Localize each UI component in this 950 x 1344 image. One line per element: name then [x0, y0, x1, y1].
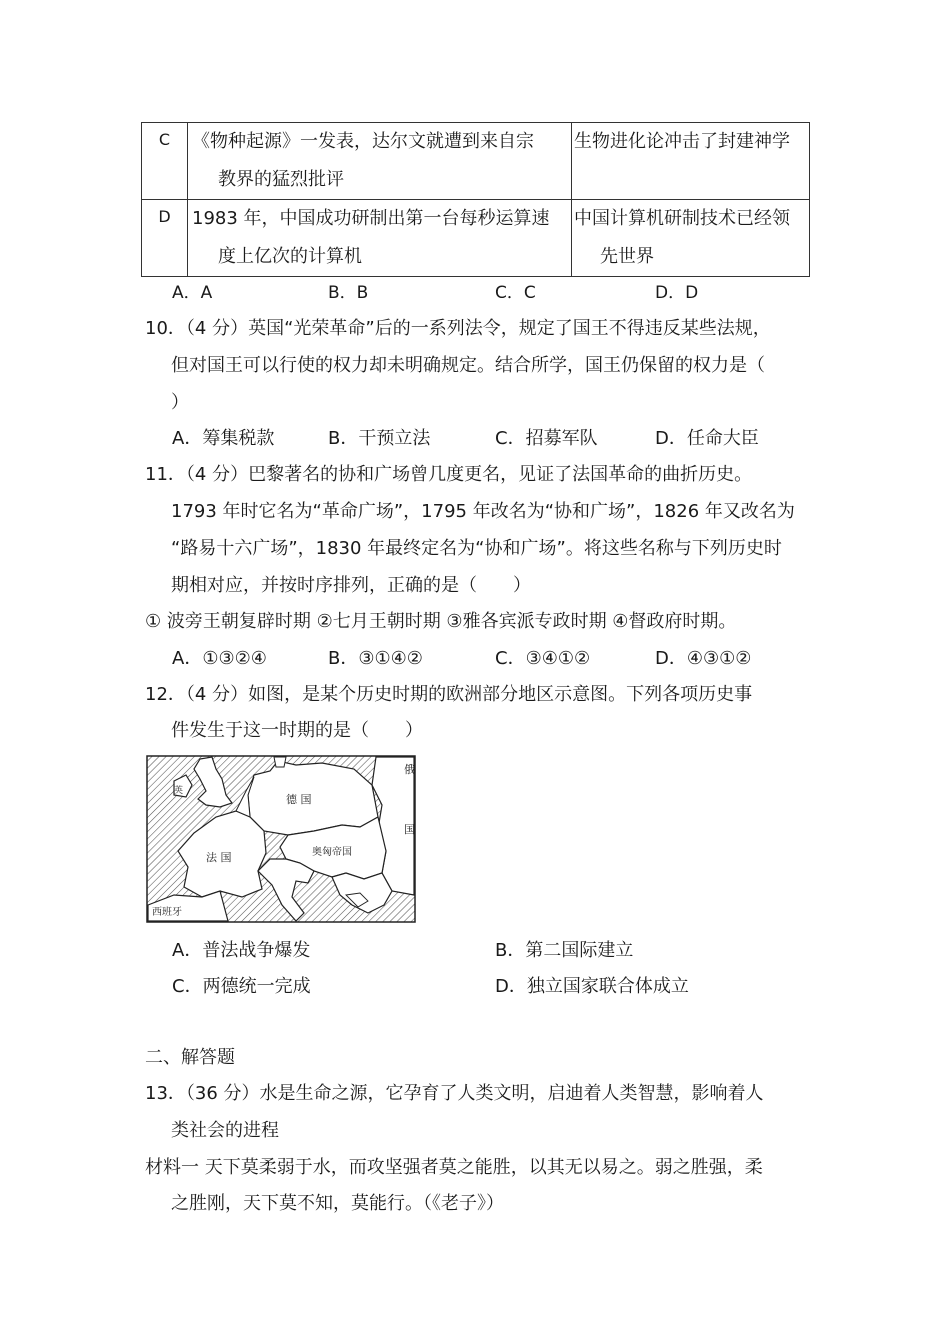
q9-option-b: B．B	[328, 283, 369, 303]
q11-option-a: A．①③②④	[172, 648, 267, 669]
q9-option-c: C．C	[495, 283, 536, 303]
row-event	[188, 200, 572, 277]
table-row	[142, 200, 810, 277]
label-england: 英	[174, 786, 184, 796]
label-russia: 俄	[404, 763, 415, 776]
q11-option-b: B．③①④②	[328, 648, 423, 669]
q13-stem-line: 类社会的进程	[171, 1120, 279, 1141]
row-event	[188, 123, 572, 200]
row-event-line: 《物种起源》一发表，达尔文就遭到来自宗	[192, 131, 534, 152]
label-france: 法 国	[206, 851, 232, 864]
label-germany: 德 国	[286, 793, 312, 806]
q10-stem-line: ）	[171, 392, 189, 413]
q11-stem-line: 期相对应，并按时序排列，正确的是（ ）	[171, 575, 531, 596]
q11-stem-line: 11．（4 分）巴黎著名的协和广场曾几度更名，见证了法国革命的曲折历史。	[145, 464, 753, 485]
q12-stem-line: 件发生于这一时期的是（ ）	[171, 720, 423, 741]
q10-option-a: A．筹集税款	[172, 428, 275, 449]
label-austria-hungary: 奥匈帝国	[312, 847, 352, 858]
row-event-line: 教界的猛烈批评	[218, 169, 344, 190]
q13-stem-line: 13．（36 分）水是生命之源，它孕育了人类文明，启迪着人类智慧，影响着人	[145, 1083, 764, 1104]
q12-option-d: D．独立国家联合体成立	[495, 976, 689, 997]
q12-stem-line: 12．（4 分）如图，是某个历史时期的欧洲部分地区示意图。下列各项历史事	[145, 684, 753, 705]
q11-option-d: D．④③①②	[655, 648, 752, 669]
material-one-line: 材料一 天下莫柔弱于水，而攻坚强者莫之能胜，以其无以易之。弱之胜强，柔	[145, 1157, 763, 1178]
q9-option-d: D．D	[655, 283, 699, 303]
row-event-line: 度上亿次的计算机	[218, 246, 362, 267]
q10-option-b: B．干预立法	[328, 428, 431, 449]
row-conclusion-line: 生物进化论冲击了封建神学	[574, 131, 790, 152]
table-row	[142, 123, 810, 200]
q11-stem-line: “路易十六广场”，1830 年最终定名为“协和广场”。将这些名称与下列历史时	[171, 538, 782, 559]
q9-option-a: A．A	[172, 283, 213, 303]
q10-option-d: D．任命大臣	[655, 428, 759, 449]
europe-map	[146, 755, 416, 923]
row-conclusion	[572, 200, 810, 277]
q12-option-c: C．两德统一完成	[172, 976, 311, 997]
row-conclusion-line: 先世界	[600, 246, 654, 267]
q11-option-c: C．③④①②	[495, 648, 591, 669]
denmark-region	[274, 757, 286, 767]
label-russia-2: 国	[404, 823, 415, 836]
q10-stem-line: 但对国王可以行使的权力却未明确规定。结合所学，国王仍保留的权力是（	[171, 355, 765, 376]
row-key: D	[142, 200, 188, 277]
row-conclusion-line: 中国计算机研制技术已经领	[574, 208, 790, 229]
q10-option-c: C．招募军队	[495, 428, 598, 449]
section-heading: 二、解答题	[145, 1047, 235, 1068]
row-key: C	[142, 123, 188, 200]
q11-periods: ① 波旁王朝复辟时期 ②七月王朝时期 ③雅各宾派专政时期 ④督政府时期。	[145, 611, 737, 632]
q11-stem-line: 1793 年时它名为“革命广场”，1795 年改名为“协和广场”，1826 年又改名为	[171, 501, 795, 522]
q12-option-a: A．普法战争爆发	[172, 940, 311, 961]
q10-stem-line: 10．（4 分）英国“光荣革命”后的一系列法令，规定了国王不得违反某些法规，	[145, 318, 771, 339]
q12-option-b: B．第二国际建立	[495, 940, 634, 961]
answer-table	[141, 122, 810, 277]
row-conclusion	[572, 123, 810, 200]
label-spain: 西班牙	[152, 907, 182, 918]
material-one-line: 之胜刚，天下莫不知，莫能行。（《老子》）	[171, 1193, 504, 1214]
row-event-line: 1983 年，中国成功研制出第一台每秒运算速	[192, 208, 550, 229]
